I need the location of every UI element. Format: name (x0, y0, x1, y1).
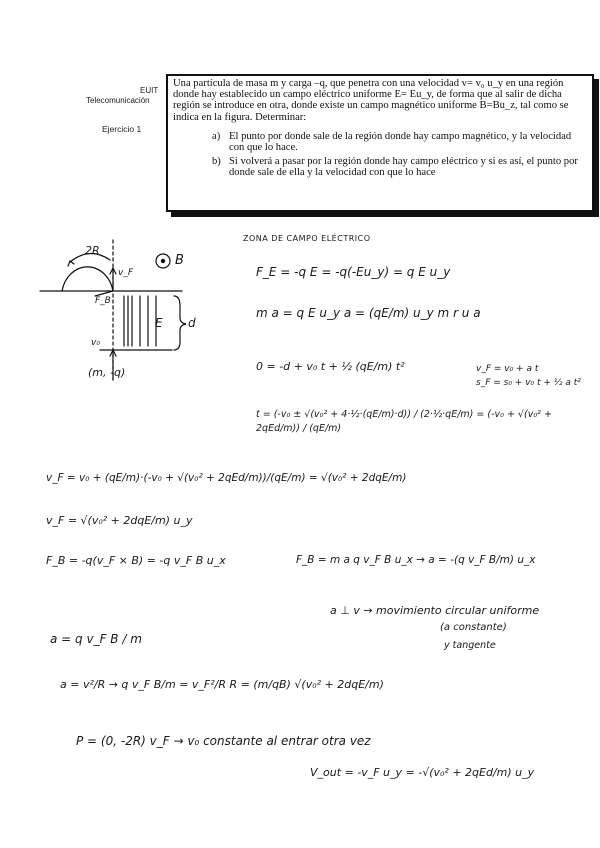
figure-label-Fb: F_B (95, 296, 111, 306)
side-mrua2: s_F = s₀ + v₀ t + ½ a t² (476, 378, 581, 388)
line-perp: a ⊥ v → movimiento circular uniforme (330, 604, 540, 617)
note-constant: (a constante) (440, 622, 507, 633)
item-b-text: Si volverá a pasar por la región donde hay campo eléctrico y si es así, el punto por donde sale de ella y la velocidad con que lo hace (229, 156, 578, 179)
item-a-marker: a) (212, 131, 221, 142)
figure-label-E: E (155, 316, 163, 330)
note-tangent: y tangente (444, 640, 496, 651)
item-a-text: El punto por donde sale de la región donde hay campo magnético, y la velocidad con que lo hace. (229, 131, 572, 154)
side-mrua: v_F = v₀ + a t (476, 364, 539, 374)
line-vf-vector: v_F = √(v₀² + 2dqE/m) u_y (46, 514, 193, 527)
exercise-label: Ejercicio 1 (102, 124, 142, 134)
problem-statement: Una partícula de masa m y carga –q, que penetra con una velocidad v= v₀ u_y en una región donde hay establecido un campo eléctrico uniforme E= Eu_y, de forma que al salir de dicha región se introduce en otra, donde existe un campo magnético uniforme B=Bu_z, tal como se indica en la figura. Determinar: (173, 78, 569, 123)
department-name: Telecomunicación (86, 96, 150, 105)
line-fb: F_B = -q(v_F × B) = -q v_F B u_x (46, 554, 226, 567)
line-force: F_E = -q E = -q(-Eu_y) = q E u_y (256, 265, 451, 279)
line-eq0: 0 = -d + v₀ t + ½ (qE/m) t² (256, 360, 405, 373)
figure-label-vf: v_F (118, 268, 134, 278)
figure-label-d: d (188, 316, 196, 330)
line-radius: a = v²/R → q v_F B/m = v_F²/R R = (m/qB) √(v₀² + 2dqE/m) (60, 678, 384, 691)
school-name: EUIT (140, 86, 159, 95)
line-point: P = (0, -2R) v_F → v₀ constante al entrar otra vez (76, 734, 371, 748)
zone-title: ZONA DE CAMPO ELÉCTRICO (243, 234, 371, 243)
figure-label-2R: 2R (85, 244, 100, 257)
line-vout: V_out = -v_F u_y = -√(v₀² + 2qEd/m) u_y (310, 766, 535, 779)
line-newton: m a = q E u_y a = (qE/m) u_y m r u a (256, 306, 481, 320)
figure-label-v0: v₀ (91, 338, 100, 348)
line-t: t = (-v₀ ± √(v₀² + 4·½·(qE/m)·d)) / (2·½·qE/m) = (-v₀ + √(v₀² + 2qEd/m)) / (qE/m) (256, 409, 552, 434)
line-vf: v_F = v₀ + (qE/m)·(-v₀ + √(v₀² + 2qEd/m))/(qE/m) = √(v₀² + 2dqE/m) (46, 472, 407, 484)
figure-label-particle: (m, -q) (88, 366, 126, 379)
line-fb-right: F_B = m a q v_F B u_x → a = -(q v_F B/m) u_x (296, 554, 536, 566)
figure-label-B: B (175, 253, 184, 268)
line-a: a = q v_F B / m (50, 632, 142, 646)
item-b-marker: b) (212, 156, 221, 167)
